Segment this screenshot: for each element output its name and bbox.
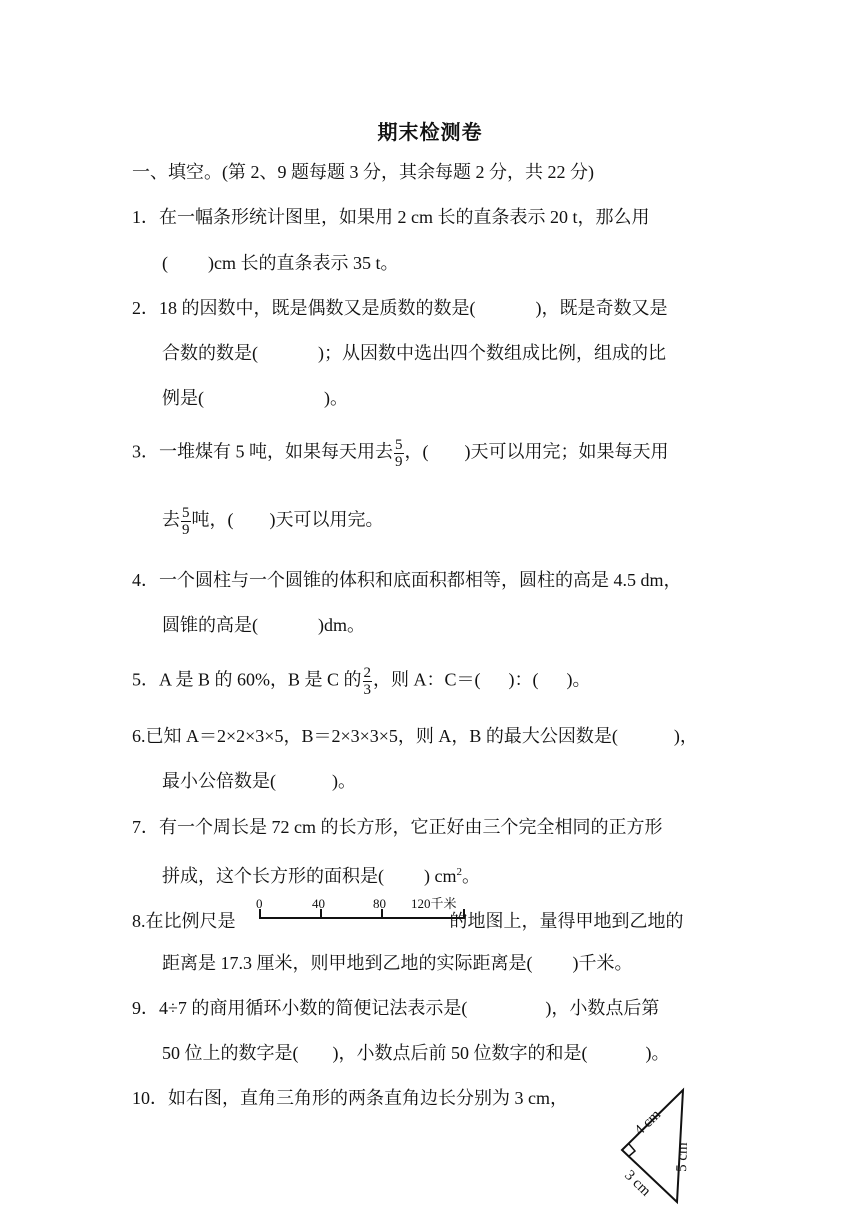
question-6-line-2: 最小公倍数是( )。 — [162, 771, 356, 791]
section-heading: 一、填空。(第 2、9 题每题 3 分，其余每题 2 分，共 22 分) — [132, 162, 594, 182]
question-5-line-1: 5．A 是 B 的 60%，B 是 C 的 $\frac{2}{3}$ ，则 A：C＝( )：( )。 — [132, 665, 591, 698]
page-title: 期末检测卷 — [377, 120, 483, 144]
leg-label-3cm: 3 cm — [621, 1167, 654, 1200]
question-number: 1． — [132, 207, 159, 227]
question-10-line-1: 10．如右图，直角三角形的两条直角边长分别为 3 cm， — [132, 1088, 568, 1108]
question-number: 5． — [132, 669, 159, 690]
question-number: 8. — [132, 911, 146, 931]
question-1-line-1: 1．在一幅条形统计图里，如果用 2 cm 长的直条表示 20 t，那么用 — [132, 207, 650, 227]
question-number: 3． — [132, 441, 159, 462]
question-8-line-1: 8.在比例尺是 的地图上，量得甲地到乙地的 — [132, 911, 684, 931]
question-3-line-1: 3．一堆煤有 5 吨，如果每天用去 $\frac{5}{9}$ ，( )天可以用完；如果每天用 — [132, 437, 669, 470]
question-number: 4． — [132, 570, 159, 590]
question-4-line-1: 4．一个圆柱与一个圆锥的体积和底面积都相等，圆柱的高是 4.5 dm， — [132, 570, 682, 590]
right-triangle-figure — [600, 1080, 720, 1210]
question-9-line-1: 9．4÷7 的商用循环小数的简便记法表示是( )，小数点后第 — [132, 998, 660, 1018]
question-7-line-1: 7．有一个周长是 72 cm 的长方形，它正好由三个完全相同的正方形 — [132, 817, 663, 837]
question-2-line-3: 例是( )。 — [162, 388, 348, 408]
fraction: $\frac{5}{9}$ — [395, 437, 403, 470]
scale-label: 40 — [312, 896, 325, 911]
scale-label: 0 — [256, 896, 263, 911]
fraction: $\frac{2}{3}$ — [363, 665, 372, 698]
right-angle-mark — [628, 1144, 635, 1157]
question-number: 10． — [132, 1088, 168, 1108]
hypotenuse-label-5cm: 5 cm — [674, 1142, 692, 1173]
scale-label: 80 — [373, 896, 386, 911]
question-1-line-2: ( )cm 长的直条表示 35 t。 — [162, 253, 399, 273]
question-2-line-2: 合数的数是( )；从因数中选出四个数组成比例，组成的比 — [162, 343, 666, 363]
fraction: $\frac{5}{9}$ — [182, 505, 190, 538]
question-7-line-2: 拼成，这个长方形的面积是( ) $cm^2$。 — [162, 866, 480, 886]
question-number: 6. — [132, 726, 146, 746]
question-6-line-1: 6.已知 A＝2×2×3×5，B＝2×3×3×5，则 A，B 的最大公因数是( )， — [132, 726, 698, 746]
question-number: 7． — [132, 817, 159, 837]
question-4-line-2: 圆锥的高是( )dm。 — [162, 615, 365, 635]
question-number: 9． — [132, 998, 159, 1018]
question-2-line-1: 2．18 的因数中，既是偶数又是质数的数是( )，既是奇数又是 — [132, 298, 668, 318]
question-number: 2． — [132, 298, 159, 318]
question-9-line-2: 50 位上的数字是( )，小数点后前 50 位数字的和是( )。 — [162, 1043, 670, 1063]
scale-bar — [254, 898, 474, 930]
scale-label: 120千米 — [411, 896, 457, 911]
leg-label-4cm: 4 cm — [631, 1106, 665, 1139]
question-8-line-2: 距离是 17.3 厘米，则甲地到乙地的实际距离是( )千米。 — [162, 953, 633, 973]
question-3-line-2: 去 $\frac{5}{9}$ 吨，( )天可以用完。 — [162, 505, 384, 538]
